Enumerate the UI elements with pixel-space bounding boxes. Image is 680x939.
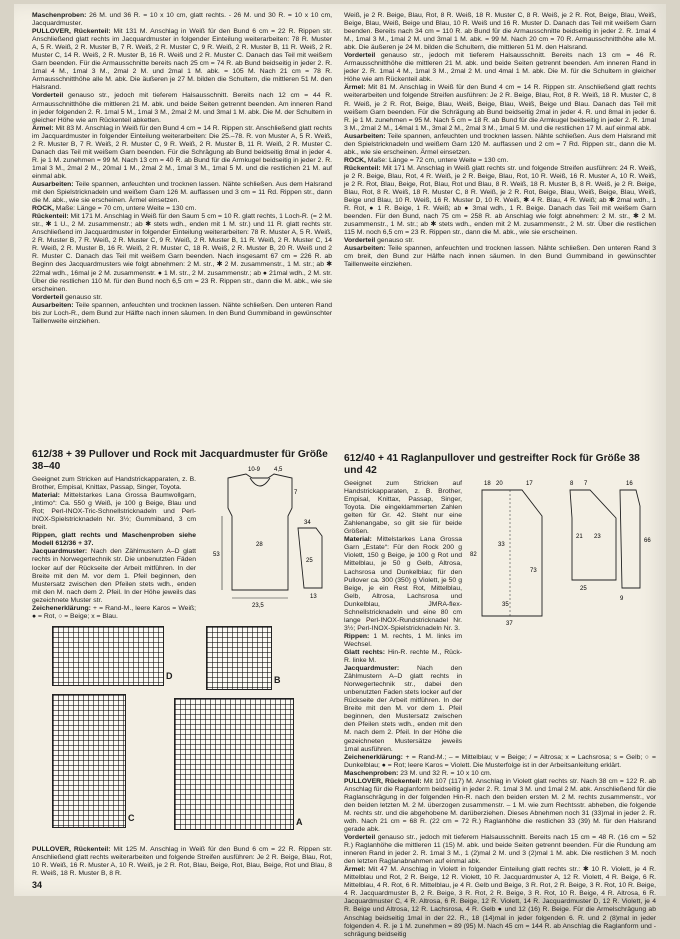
- sketch-label-g: 34: [304, 520, 311, 526]
- bottom-paragraph: PULLOVER, Rückenteil: Mit 125 M. Anschlag in Weiß für den Bund 6 cm = 22 R. Rippen str. Anschließend glatt rechts weiterarbeiten und folgende Streifen ausführen: Je 2 R. Beige, Blau, Rot, 10 R. Weiß, 16 R. Muster A, 10 R. Weiß, je 2 R. Rot, Blau, Beige, Rot, Blau, Beige, Rot und Blau, 8 R. Weiß, 18 R. Muster B, 8 R.: [32, 846, 332, 878]
- paragraph-label: PULLOVER, Rückenteil:: [344, 777, 422, 785]
- paragraph: [32, 476, 196, 492]
- paragraph: [344, 237, 656, 245]
- right-pattern-section: [344, 448, 656, 939]
- sketch-label-h: 13: [310, 594, 317, 600]
- sketch-label-b: 4,5: [274, 467, 283, 473]
- section-title-612-40: 612/40 + 41 Raglanpullover und gestreifter Rock für Größe 38 und 42: [344, 453, 640, 476]
- paragraph: [344, 157, 656, 165]
- sketch-label-d: 82: [470, 552, 477, 558]
- paragraph: [344, 754, 656, 770]
- paragraph-label: Maschenproben:: [32, 12, 87, 19]
- paragraph: [32, 213, 332, 293]
- knitting-chart-icon: [52, 694, 126, 828]
- paragraph-text: Teile spannen, anfeuchten und trocknen lassen. Nähte schließen. Den unteren Rand bis zur Loch-R., dem Bund zur Hälfte nach innen säumen. In den Bund Gummiband in gewünschter Taillenweite einziehen.: [32, 301, 332, 325]
- paragraph: [32, 548, 196, 604]
- paragraph-label: Maschenproben:: [344, 769, 399, 777]
- paragraph: [344, 245, 656, 269]
- paragraph-label: PULLOVER, Rückenteil:: [32, 28, 111, 36]
- paragraph: [32, 92, 332, 124]
- sketch-label-a: 18: [484, 481, 491, 487]
- schematic-sketch-icon: [210, 464, 332, 614]
- paragraph-label: Ausarbeiten:: [32, 301, 74, 309]
- paragraph: [344, 84, 656, 132]
- paragraph-text: + = Rand-M., leere Karos = Weiß; ● = Rot, ○ = Beige; x = Blau.: [32, 604, 196, 620]
- paragraph-text: genauso str., jedoch mit tieferem Halsausschnitt. Bereits nach 12 cm = 44 R. Armausschnitthöhe die mittleren 21 M. abk. und beide Seiten getrennt beenden. Am inneren Rand in jeder folgenden 2. R. 1mal 5 M., 1mal 3 M., 2mal 2 M. und 3mal 1 M. abk. Die M. der Schultern in gleicher Höhe wie am Rückenteil abketten.: [32, 92, 332, 124]
- paragraph-label: Vorderteil: [32, 293, 64, 301]
- paragraph: [32, 492, 196, 532]
- sketch-label-f: 73: [530, 568, 537, 574]
- chart-letter-c: C: [128, 813, 135, 823]
- paragraph: [344, 536, 462, 633]
- sketch-label-m: 23: [594, 534, 601, 540]
- paragraph: [344, 778, 656, 834]
- paragraph-text: Teile spannen, anfeuchten und trocknen lassen. Nähte schließen. Den unteren Rand 3 cm breit, den Bund zur Hälfte nach innen säumen. In den Bund Gummiband in gewünschter Taillenweite einziehen.: [344, 245, 656, 269]
- paragraph: [32, 125, 332, 181]
- paragraph: [32, 302, 332, 326]
- paragraph-text: Nach den Zählmustern A–D glatt rechts in Norwegertechnik str., dabei den unbenutzten Faden stets locker auf der Rückseite der Arbeit mitführen. In der Breite mit den M. vor dem 1. Pfeil beginnen, den Mustersatz zwischen den Pfeilen stets wdh., enden mit den M. nach dem 2. Pfeil. In der Höhe die gezeichneten Mustersätze jeweils 1mal ausführen.: [344, 665, 462, 753]
- paragraph: [32, 28, 332, 92]
- paragraph-label: Vorderteil: [32, 92, 64, 100]
- paragraph-label: Rippen, glatt rechts und Maschenproben siehe Modell 612/36 + 37.: [32, 532, 196, 548]
- paragraph-label: Jacquardmuster:: [32, 548, 88, 556]
- paragraph-label: Material:: [344, 536, 372, 544]
- paragraph-label: Jacquardmuster:: [344, 665, 400, 673]
- paragraph-label: Vorderteil: [344, 834, 376, 842]
- paragraph: [32, 12, 332, 28]
- sketch-label-i: 7: [294, 490, 298, 496]
- paragraph-label: Zeichenerklärung:: [32, 604, 91, 612]
- paragraph-text: genauso str., jedoch mit tieferem Halsausschnitt. Bereits nach 13 cm = 46 R. Armausschnitthöhe die mittleren 21 M. abk. und beide Seiten getrennt beenden. Am inneren Rand in jeder 2. R. 1mal 4 M., 1mal 3 M., 2mal 2 M. und 4mal 1 M. abk. Die M. für die Schultern in gleicher Höhe wie am Rückenteil abk.: [344, 52, 656, 84]
- paragraph-label: ROCK,: [344, 156, 366, 164]
- sketch-label-a: 10-9: [248, 467, 261, 473]
- knitting-chart-icon: [206, 626, 272, 690]
- paragraph: [344, 834, 656, 866]
- paragraph-text: genauso str.: [375, 237, 415, 245]
- paragraph-text: Geeignet zum Stricken auf Handstrickapparaten, z. B. Brother, Empisal, Knittax, Passap, Singer, Toyota. Die eingeklammerten Zahlen gelten für Gr. 42. Steht nur eine Zahlenangabe, so gilt sie für beide Größen.: [344, 480, 462, 536]
- sketch-label-g: 35: [502, 602, 509, 608]
- paragraph-text: Mit 81 M. Anschlag in Weiß für den Bund 4 cm = 14 R. Rippen str. Anschließend glatt rechts weiterarbeiten und folgende Streifen ausführen: Je 2 R. Beige, Blau, Rot, 8 R. Weiß, 18 R. Muster C, 8 R. Weiß, je 2 R. Rot, Beige, Blau, Weiß, Beige, Blau, Weiß, Beige und Blau. Danach das Teil mit weißem Garn beenden. Für die Schrägung ab Bund beidseitig 2mal in jeder 4. R. und 8mal in jeder 6. R. je 1 M. zunehmen = 95 M. Nach 5 cm = 18 R. ab Bund für die Armkugel beidseitig in jeder 2. R. 1mal 3 M., 2mal 2 M., 14mal 1 M., 3mal 2 M., 2mal 3 M., 1mal 5 M. und die restlichen 17 M. auf einmal abk.: [344, 84, 656, 132]
- paragraph-label: Ärmel:: [344, 866, 366, 874]
- paragraph-text: Mittelstarkes Lana Grossa Baumwollgarn, „Intimo“: Ca. 550 g Weiß, je 100 g Beige, Blau und Rot; Perl-INOX-Tric-Schnellstricknadeln und Perl-INOX-Spielstricknadeln Nr. 3½; Gummiband, 3 cm breit.: [32, 492, 196, 532]
- sketch-label-d: 28: [256, 542, 263, 548]
- paragraph-text: Weiß, je 2 R. Beige, Blau, Rot, 8 R. Weiß, 18 R. Muster C, 8 R. Weiß, je 2 R. Rot, Beige, Blau, Weiß, Beige, Blau, Weiß, Beige und Blau, 10 R. Weiß und 16 R. Muster D. Danach das Teil mit weißem Garn beenden. Bereits nach 34 cm = 110 R. ab Bund für die Armausschnitte beidseitig in jeder 2. R. 1mal 4 M., 1mal 3 M., 1mal 2 M. und 3mal 1 M. abk. = 99 M. Nach 20 cm = 70 R. Armausschnitthöhe alle M. abk. Die äußeren je 24 M. bilden die Schultern, die mittleren 51 M. den Halsrand.: [344, 12, 656, 52]
- paragraph: [32, 181, 332, 205]
- paragraph-text: Hin-R. rechte M., Rück-R. linke M.: [344, 648, 462, 665]
- sketch-label-c: 53: [213, 552, 220, 558]
- magazine-page: [14, 4, 666, 938]
- paragraph-text: + = Rand-M.; – = Mittelblau; v = Beige; / = Altrosa; x = Lachsrosa; s = Gelb; ○ = Dunkelblau; ● = Rot; leere Karos = Violett. Die Musterfolge ist in der Arbeitsanleitung erklärt.: [344, 753, 656, 769]
- paragraph-label: Rückenteil:: [344, 164, 381, 172]
- left-column: [32, 12, 332, 882]
- chart-letter-d: D: [166, 671, 173, 681]
- paragraph-label: Ausarbeiten:: [344, 245, 386, 253]
- paragraph-text: Maße: Länge = 72 cm, untere Weite = 130 cm.: [365, 156, 509, 164]
- paragraph-text: Teile spannen, anfeuchten und trocknen lassen. Nähte schließen. Aus dem Halsrand mit den Spielstricknadeln und weißem Garn 126 M. auffassen und 3 cm = 11 Rd. Rippen str., dann die M. abk., wie sie erscheinen. Ärmel einsetzen.: [32, 180, 332, 205]
- paragraph: [344, 52, 656, 84]
- paragraph-text: genauso str., jedoch mit tieferem Halsausschnitt. Bereits nach 15 cm = 48 R. (16 cm = 52 R.) Raglanhöhe die mittleren 11 (15) M. abk. und beide Seiten getrennt beenden. Für die Rundung am inneren Rand in jeder 2. R. 1mal 3 M., 1 (2)mal 2 M. und 3 (2)mal 1 M. abk. Die restlichen 3 M. noch den letzten Raglanabnahmen auf einmal abk.: [344, 834, 656, 866]
- paragraph: [344, 133, 656, 157]
- schematic-sketch-icon: [466, 476, 656, 626]
- paragraph: [344, 649, 462, 665]
- paragraph-label: Ärmel:: [344, 84, 366, 92]
- paragraph-text: Mit 47 M. Anschlag in Violett in folgender Einteilung glatt rechts str.: ✱ 10 R. Violett, je 4 R. Mittelblau und Rot, 2 R. Beige, 12 R. Violett, 10 R. Jacquardmuster A, 12 R. Violett, 4 R. Beige, 6 R. Mittelblau, 4 R. Rot, 6 R. Mittelblau, je 4 R. Gelb und Beige, 3 R. Rot, 2 R. Beige, 3 R. Rot, 10 R. Beige, 4 R. Jacquardmuster B, 2 R. Beige, 3 R. Rot, 2 R. Beige, 3 R. Rot, 10 R. Beige, 4 R. Altrosa, 6 R. Jacquardmuster C, 4 R. Altrosa, 6 R. Beige, 12 R. Violett, 14 R. Jacquardmuster D, 12 R. Violett, je 4 R. Beige und Altrosa, 12 R. Lachsrosa, 4 R. Gelb ● und 12 (16) R. Beige. Für die Armelschrägung ab Anschlag beidseitig 1mal in der 22. R., 18 (14)mal in jeder folgenden 6. R. und 2 (8)mal in jeder folgenden 4. R. je 1 M. zunehmen = 89 (95) M. Nach 45 cm = 144 R. ab Anschlag die Raglanform und -schrägung beidseitig: [344, 866, 656, 938]
- sketch-label-h: 37: [506, 621, 513, 627]
- paragraph: [344, 480, 462, 536]
- paragraph-text: 1 M. rechts, 1 M. links im Wechsel.: [344, 632, 462, 648]
- sketch-label-e: 33: [498, 542, 505, 548]
- chart-letter-b: B: [274, 675, 281, 685]
- right-top-text: [344, 12, 656, 444]
- paragraph-text: Mit 107 (117) M. Anschlag in Violett glatt rechts str. Nach 38 cm = 122 R. ab Anschlag für die Raglanform beidseitig in jeder 2. R. 1mal 3 M. und 1mal 2 M. abk. Anschließend für die Raglanschrägung in der folgenden Hin-R. nach den beiden ersten M. 2 M. rechts zusammenstr., vor den beiden letzten M. 2 M. überzogen zusammenstr. – 1 M. wie zum Rechtsstr. abheben, die folgende M. rechts str. und die abgehobene M. darüberziehen. Dieses Abnehmen noch 31 (33)mal in jeder 2. R. wdh. Nach 21 cm = 68 R. (22 cm = 72 R.) Raglanhöhe die restlichen 33 (39) M. für den Halsrand gerade abk.: [344, 777, 656, 834]
- sketch-label-f: 25: [306, 558, 313, 564]
- page-number: 34: [32, 880, 43, 890]
- knitting-chart-icon: [174, 698, 294, 830]
- paragraph-label: Ärmel:: [32, 124, 54, 132]
- paragraph-text: Nach den Zählmustern A–D glatt rechts in Norwegertechnik str. Die unbenutzten Fäden locker auf der Rückseite der Arbeit mitführen. In der Breite mit den M. vor dem 1. Pfeil beginnen, den Mustersatz zwischen den Pfeilen stets wdh., enden mit den M. nach dem 2. Pfeil. In der Höhe jeweils das gezeichnete Muster str.: [32, 548, 196, 604]
- paragraph-label: Glatt rechts:: [344, 648, 386, 656]
- paragraph: [32, 532, 196, 548]
- left-top-text: [32, 12, 332, 440]
- right-column: [344, 12, 656, 938]
- chart-letter-a: A: [296, 817, 303, 827]
- paragraph-text: 26 M. und 36 R. = 10 x 10 cm, glatt rechts. - 26 M. und 30 R. = 10 x 10 cm, Jacquardmuster.: [32, 12, 332, 28]
- sketch-label-j: 7: [584, 481, 588, 487]
- left-section-text: [32, 476, 196, 621]
- paragraph: [32, 205, 332, 213]
- paragraph-label: Rückenteil:: [32, 213, 69, 221]
- paragraph-label: Rippen:: [344, 632, 370, 640]
- sketch-label-p: 66: [644, 538, 651, 544]
- knitting-chart-icon: [52, 626, 164, 686]
- sketch-label-k: 16: [626, 481, 633, 487]
- paragraph-text: genauso str.: [63, 293, 103, 301]
- section-title-612-38: 612/38 + 39 Pullover und Rock mit Jacquardmuster für Größe 38–40: [32, 449, 328, 472]
- paragraph: [344, 165, 656, 237]
- sketch-label-n: 25: [580, 586, 587, 592]
- paragraph: [344, 665, 462, 754]
- paragraph: [344, 866, 656, 938]
- sketch-label-o: 9: [620, 596, 624, 602]
- sketch-label-l: 21: [576, 534, 583, 540]
- paragraph-label: Zeichenerklärung:: [344, 753, 403, 761]
- paragraph: [344, 770, 656, 778]
- paragraph-label: Vorderteil: [344, 52, 376, 60]
- paragraph-label: Ausarbeiten:: [32, 180, 74, 188]
- paragraph-text: Maße: Länge = 70 cm, untere Weite = 130 cm.: [53, 205, 197, 213]
- sketch-label-i: 8: [570, 481, 574, 487]
- paragraph-text: Mit 83 M. Anschlag in Weiß für den Bund 4 cm = 14 R. Rippen str. Anschließend glatt rechts im Jacquardmuster in folgender Einteilung weiterarbeiten: Die 25.–78. R. von Muster A, 5 R. Weiß, 2 R. Muster B, 7 R. Weiß, 2 R. Muster C, 9 R. Weiß, 2 R. Muster B, 11 R. Weiß, 2 R. Muster C. Danach das Teil mit weißem Garn beenden. Für die Schrägung ab Bund beidseitig 8mal in jeder 4. R. je 1 M. zunehmen = 99 M. Nach 13 cm = 40 R. ab Bund für die Armkugel beidseitig in jeder 2. R. 1mal 3 M., 2mal 2 M., 20mal 1 M., 2mal 2 M., 1mal 3 M., 1mal 5 M. und die restlichen 21 M. auf einmal abk.: [32, 124, 332, 180]
- paragraph-text: Mit 171 M. Anschlag in Weiß für den Saum 5 cm = 10 R. glatt rechts, 1 Loch-R. (= 2 M. str., ✱ 1 U., 2 M. zusammenstr.; ab ✱ stets wdh., enden mit 1 M. str.) und 11 R. glatt rechts str. Anschließend im Jacquardmuster in folgender Einteilung weiterarbeiten: 78 R. Muster A, 5 R. Weiß, 2 R. Muster B, 7 R. Weiß, 2 R. Muster C, 9 R. Weiß, 2 R. Muster B, 11 R. Weiß, 2 R. Muster C, 14 R. Weiß, 2 R. Muster B, 16 R. Weiß, 2 R. Muster C, 18 R. Weiß, 2 R. Muster B, 20 R. Weiß und 2 R. Muster C. Danach das Teil mit weißem Garn beenden. Nach insgesamt 67 cm = 226 R. ab Beginn des Jacquardmusters wie folgt abnehmen: 2 M. str., ✱ 2 M. zusammenstr., 1 M. str.; ab ✱ 22mal wdh., 16mal je 2 M. zusammenstr. ● 1 M. str., 2 M. zusammenstr.; ab ● 21mal wdh., 2 M. str. Über die restlichen 110 M. für den Bund noch 6,5 cm = 23 R. Rippen str., dann die M. abk., wie sie erscheinen.: [32, 213, 332, 293]
- paragraph-text: Mittelstarkes Lana Grossa Garn „Estate“: Für den Rock 200 g Violett, 150 g Beige, je 100 g Rot und Mittelblau, je 50 g Gelb, Altrosa, Lachsrosa und Dunkelblau; für den Pullover ca. 300 (350) g Violett, je 50 g Beige, je ein Rest Rot, Mittelblau, Gelb, Altrosa, Lachsrosa und Dunkelblau, JMRA-flex-Schnellstricknadeln und eine 80 cm lange Perl-INOX-Rundstricknadel Nr. 3½; Perl-INOX-Spielstricknadeln Nr. 3.: [344, 536, 462, 632]
- paragraph-text: Teile spannen, anfeuchten und trocknen lassen. Nähte schließen. Aus dem Halsrand mit den Spielstricknadeln und weißem Garn 120 M. auffassen und 2 cm = 7 Rd. Rippen str., dann die M. abk., wie sie erscheinen. Ärmel einsetzen.: [344, 132, 656, 156]
- paragraph-text: Mit 131 M. Anschlag in Weiß für den Bund 6 cm = 22 R. Rippen str. Anschließend glatt rechts im Jacquardmuster in folgender Einteilung weiterarbeiten: 78 R. Muster A, 5 R. Weiß, 2 R. Muster B, 7 R. Weiß, 2 R. Muster C, 9 R. Weiß, 2 R. Muster B, 11 R. Weiß, 2 R. Muster C, 14 R. Weiß, 2 R. Muster B, 16 R. Weiß und 2 R. Muster C. Danach das Teil mit weißem Garn beenden. Für die Armausschnitte bereits nach 25 cm = 74 R. ab Bund beidseitig in jeder 2. R. 1mal 4 M., 1mal 3 M., 2mal 2 M. und 2mal 1 M. abk. = 105 M. Nach 21 cm = 78 R. Armausschnitthöhe alle M. abk. Die äußeren je 27 M. bilden die Schultern, die mittleren 51 M. den Halsrand.: [32, 28, 332, 92]
- sketch-label-e: 23,5: [252, 603, 264, 609]
- sketch-label-c: 17: [526, 481, 533, 487]
- paragraph: [344, 633, 462, 649]
- sketch-label-b: 20: [496, 481, 503, 487]
- knitting-charts: [32, 624, 332, 838]
- paragraph-label: Material:: [32, 492, 60, 500]
- paragraph-label: ROCK,: [32, 205, 54, 213]
- paragraph-label: Vorderteil: [344, 237, 376, 245]
- left-bottom-text: [32, 846, 332, 878]
- paragraph-text: Mit 171 M. Anschlag in Weiß glatt rechts str. und folgende Streifen ausführen: 24 R. Weiß, je 2 R. Beige, Blau, Rot, 4 R. Weiß, je 2 R. Beige, Blau, Rot, 10 R. Weiß, 16 R. Muster A, 10 R. Weiß, je 2 R. Rot, Blau, Beige, Rot, Blau, Rot und Blau, 8 R. Weiß, 18 R. Muster B, 8 R. Weiß, je 2 R. Beige, Blau, Rot, 8 R. Weiß, 18 R. Muster C, 8 R. Weiß, je 2 R. Rot, Beige, Blau, Weiß, Beige, Blau, Weiß, Beige und Blau, 10 R. Weiß, 16 R. Muster D, 10 R. Weiß, ✱ 4 R. Blau, 4 R. Weiß; ab ✱ 2mal wdh., 1 R. Rot, ● 1 R. Beige, 1 R. Weiß; ab ● 3mal wdh., 1 R. Beige. Danach das Teil mit weißem Garn beenden. Für den Bund, nach 75 cm = 258 R. ab Anschlag wie folgt abnehmen: 2 M. str., ✱ 2 M. zusammenstr., 1 M. str.; ab ✱ stets wdh., enden mit 2 M. zusammenstr., 2 M. str. Über die restlichen 115 M. noch 6,5 cm = 23 R. Rippen str., dann die M. abk., wie sie erscheinen.: [344, 164, 656, 237]
- paragraph-text: 23 M. und 32 R. = 10 x 10 cm.: [398, 769, 492, 777]
- paragraph: [344, 12, 656, 52]
- paragraph: [32, 294, 332, 302]
- paragraph-text: Geeignet zum Stricken auf Handstrickapparaten, z. B. Brother, Empisal, Knittax, Passap, Singer, Toyota.: [32, 476, 196, 492]
- paragraph: [32, 605, 196, 621]
- left-pattern-section: [32, 444, 332, 621]
- paragraph-label: Ausarbeiten:: [344, 132, 386, 140]
